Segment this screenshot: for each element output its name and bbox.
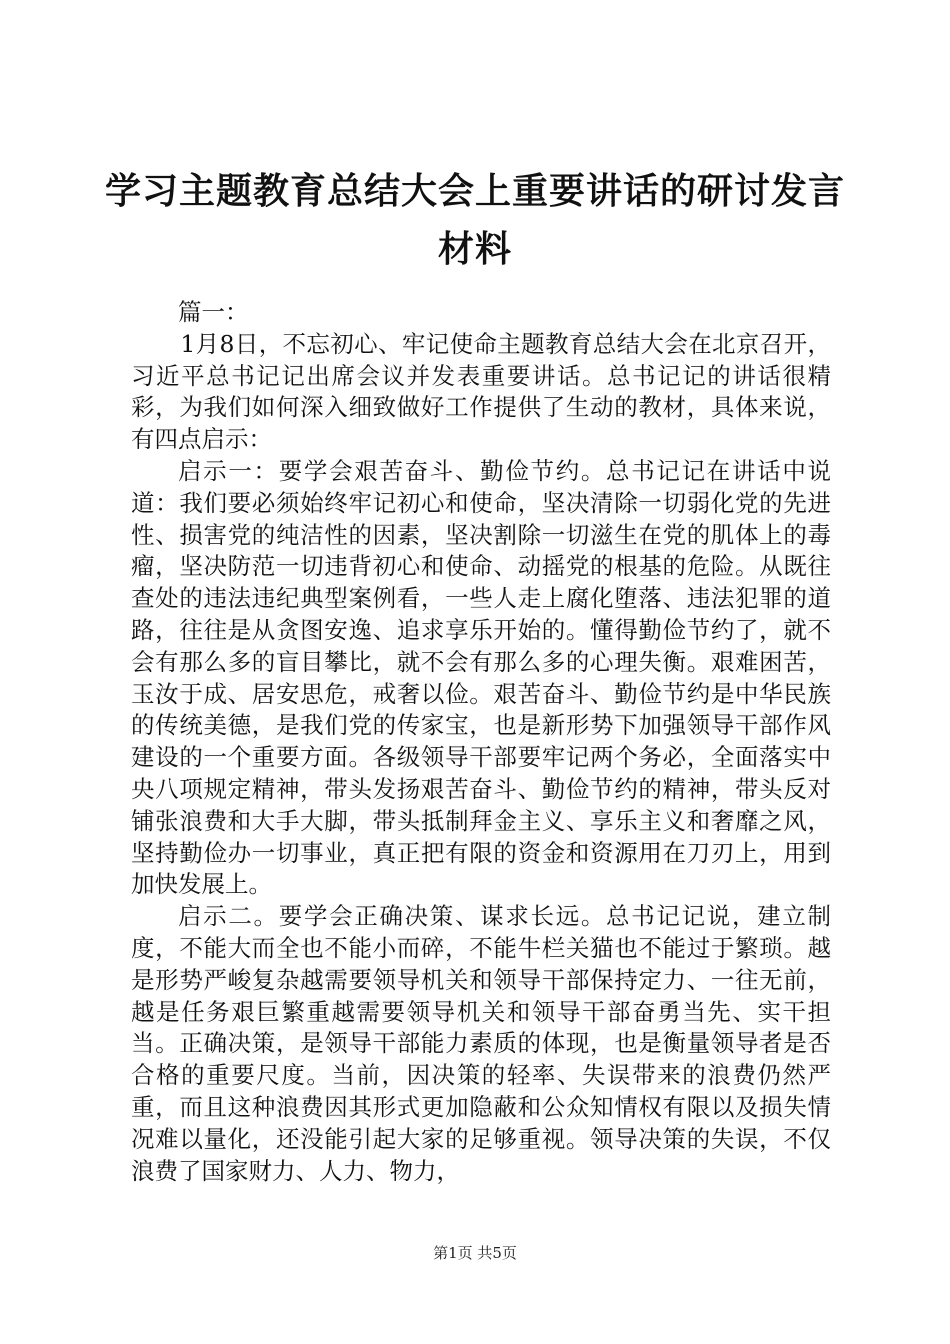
document-body [131, 297, 831, 1187]
paragraph-insight-two: 启示二。要学会正确决策、谋求长远。总书记记说，建立制度，不能大而全也不能小而碎，不能牛栏关猫也不能过于繁琐。越是形势严峻复杂越需要领导机关和领导干部保持定力、一往无前，越是任务艰巨繁重越需要领导机关和领导干部奋勇当先、实干担当。正确决策，是领导干部能力素质的体现，也是衡量领导者是否合格的重要尺度。当前，因决策的轻率、失误带来的浪费仍然严重，而且这种浪费因其形式更加隐蔽和公众知情权有限以及损失情况难以量化，还没能引起大家的足够重视。领导决策的失误，不仅浪费了国家财力、人力、物力， [131, 902, 831, 1185]
page-number-footer: 第1页 共5页 [433, 1244, 517, 1262]
paragraph-insight-one: 启示一：要学会艰苦奋斗、勤俭节约。总书记记在讲话中说道：我们要必须始终牢记初心和使命，坚决清除一切弱化党的先进性、损害党的纯洁性的因素，坚决割除一切滋生在党的肌体上的毒瘤，坚决防范一切违背初心和使命、动摇党的根基的危险。从既往查处的违法违纪典型案例看，一些人走上腐化堕落、违法犯罪的道路，往往是从贪图安逸、追求享乐开始的。懂得勤俭节约了，就不会有那么多的盲目攀比，就不会有那么多的心理失衡。艰难困苦，玉汝于成、居安思危，戒奢以俭。艰苦奋斗、勤俭节约是中华民族的传统美德，是我们党的传家宝，也是新形势下加强领导干部作风建设的一个重要方面。各级领导干部要牢记两个务必，全面落实中央八项规定精神，带头发扬艰苦奋斗、勤俭节约的精神，带头反对铺张浪费和大手大脚，带头抵制拜金主义、享乐主义和奢靡之风，坚持勤俭办一切事业，真正把有限的资金和资源用在刀刃上，用到加快发展上。 [131, 456, 831, 899]
paragraph-intro: 1月8日，不忘初心、牢记使命主题教育总结大会在北京召开，习近平总书记记出席会议并发表重要讲话。总书记记的讲话很精彩，为我们如何深入细致做好工作提供了生动的教材，具体来说，有四点启示： [131, 329, 831, 454]
section-heading: 篇一： [178, 298, 249, 326]
document-title: 学习主题教育总结大会上重要讲话的研讨发言材料 [104, 170, 845, 270]
